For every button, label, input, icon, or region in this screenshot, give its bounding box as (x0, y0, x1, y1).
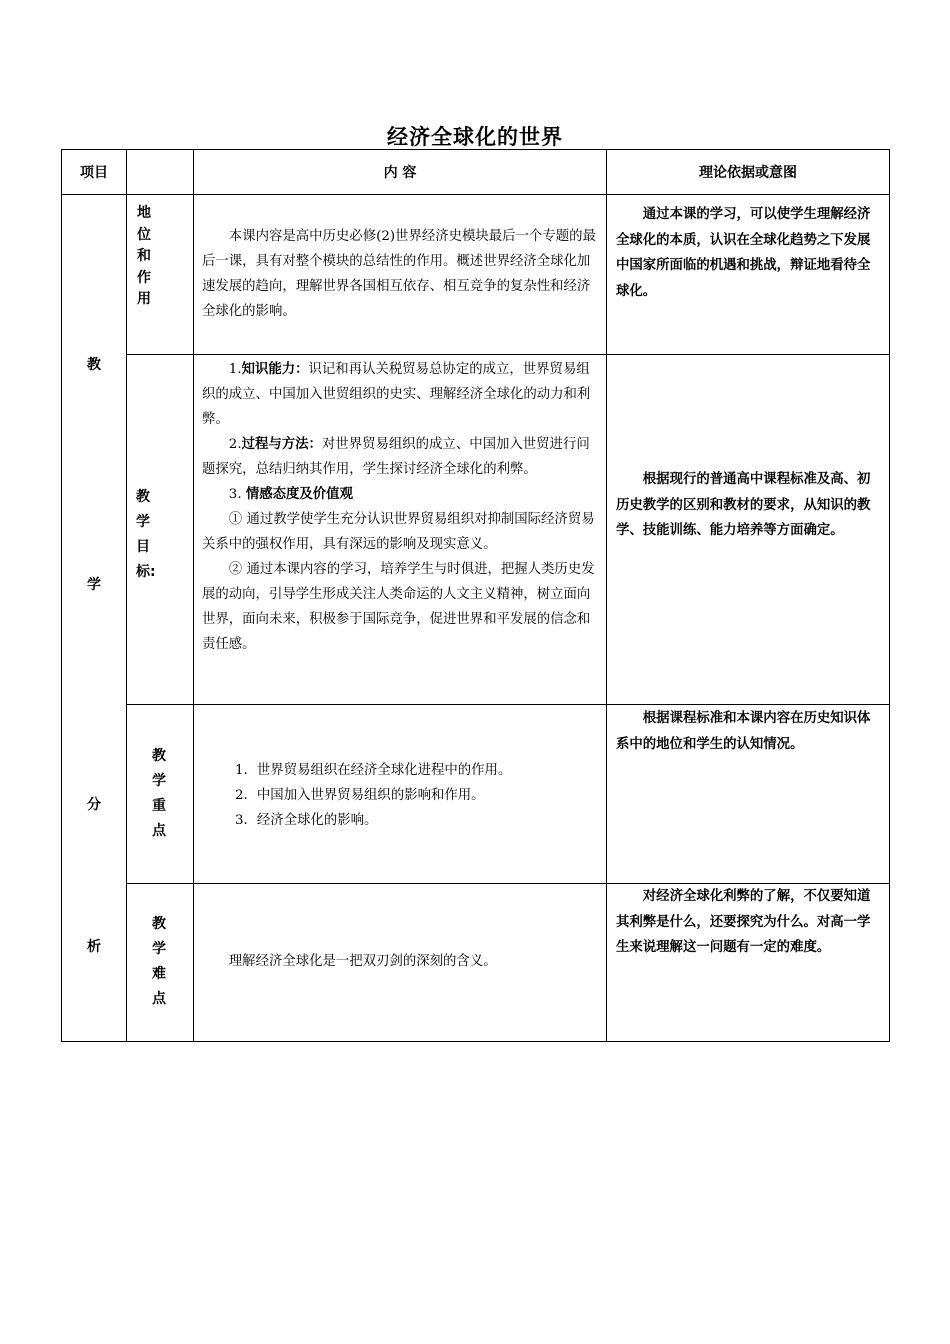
difficulty-text: 理解经济全球化是一把双刃剑的深刻的含义。 (228, 954, 497, 969)
label-char: 用 (137, 291, 151, 307)
header-content: 内 容 (194, 150, 607, 195)
label-char: 教 (152, 748, 166, 764)
goal-process (202, 432, 600, 482)
lesson-plan-table (61, 149, 890, 1042)
keypoints-reason-text: 根据课程标准和本课内容在历史知识体系中的地位和学生的认知情况。 (616, 711, 871, 752)
section-label-char: 学 (87, 577, 101, 593)
section-label-char: 分 (87, 797, 101, 813)
difficulty-reason (607, 884, 890, 1042)
row-difficulty (62, 884, 890, 1042)
header-reason: 理论依据或意图 (607, 150, 890, 195)
goal-keyword: 知识能力： (241, 362, 309, 377)
label-char: 点 (152, 991, 166, 1007)
row-goals (62, 355, 890, 705)
document-title: 经济全球化的世界 (387, 125, 563, 149)
row-label-goals (127, 355, 194, 705)
goal-number: 2. (228, 437, 242, 452)
list-item: 1．世界贸易组织在经济全球化进程中的作用。 (235, 763, 512, 778)
label-char: 地 (137, 205, 151, 221)
section-label-char: 析 (87, 939, 101, 955)
label-char: 重 (152, 798, 166, 814)
goal-text: 对世界贸易组织的成立、中国加入世贸进行问题探究，总结归纳其作用，学生探讨经济全球化的利弊。 (202, 437, 590, 477)
header-item: 项目 (62, 150, 127, 195)
label-char: 学 (136, 514, 150, 530)
label-char: 教 (136, 489, 150, 505)
position-content (194, 195, 607, 355)
row-label-keypoints (127, 705, 194, 884)
label-char: 点 (152, 823, 166, 839)
goal-number: 1. (228, 362, 242, 377)
label-char: 作 (137, 269, 151, 286)
label-char: 教 (152, 916, 166, 932)
label-char: 学 (152, 773, 166, 789)
keypoints-content (194, 705, 607, 884)
row-label-difficulty (127, 884, 194, 1042)
goal-knowledge (202, 357, 600, 432)
row-label-position (127, 195, 194, 355)
position-text: 本课内容是高中历史必修(2)世界经济史模块最后一个专题的最后一课，具有对整个模块的总结性的作用。概述世界经济全球化加速发展的趋向，理解世界各国相互依存、相互竞争的复杂性和经济全球化的影响。 (202, 229, 596, 319)
section-label (62, 195, 127, 1042)
list-item: 2．中国加入世界贸易组织的影响和作用。 (235, 788, 485, 803)
goals-reason-text: 根据现行的普通高中课程标准及高、初历史教学的区别和教材的要求，从知识的教学、技能训练、能力培养等方面确定。 (616, 472, 871, 539)
label-char: 位 (137, 226, 151, 243)
label-char: 目 (136, 539, 150, 555)
goal-keyword: 情感态度及价值观 (245, 487, 353, 502)
list-item: 3．经济全球化的影响。 (235, 813, 378, 828)
label-char: 标: (136, 564, 156, 580)
label-char: 和 (137, 248, 151, 264)
position-reason (607, 195, 890, 355)
label-char: 学 (152, 941, 166, 957)
goal-keyword: 过程与方法： (241, 437, 322, 452)
table-header-row (62, 150, 890, 195)
goal-attitude-point: ① 通过教学使学生充分认识世界贸易组织对抑制国际经济贸易关系中的强权作用，具有深远的影响及现实意义。 (202, 512, 595, 552)
goal-attitude-point: ② 通过本课内容的学习，培养学生与时俱进，把握人类历史发展的动向，引导学生形成关注人类命运的人文主义精神，树立面向世界，面向未来，积极参于国际竞争，促进世界和平发展的信念和责任感。 (202, 562, 595, 652)
row-keypoints (62, 705, 890, 884)
position-reason-text: 通过本课的学习，可以使学生理解经济全球化的本质，认识在全球化趋势之下发展中国家所面临的机遇和挑战，辩证地看待全球化。 (616, 207, 871, 299)
goal-text: 识记和再认关税贸易总协定的成立，世界贸易组织的成立、中国加入世贸组织的史实、理解经济全球化的动力和利弊。 (202, 362, 591, 427)
goal-number: 3. (228, 487, 242, 502)
section-label-char: 教 (87, 357, 101, 373)
label-char: 难 (152, 966, 166, 982)
goals-reason (607, 355, 890, 705)
row-position (62, 195, 890, 355)
goal-attitude (202, 482, 600, 507)
keypoints-reason (607, 705, 890, 884)
difficulty-content (194, 884, 607, 1042)
goals-content (194, 355, 607, 705)
header-sub (127, 150, 194, 195)
difficulty-reason-text: 对经济全球化利弊的了解，不仅要知道其利弊是什么，还要探究为什么。对高一学生来说理解这一问题有一定的难度。 (616, 889, 871, 956)
